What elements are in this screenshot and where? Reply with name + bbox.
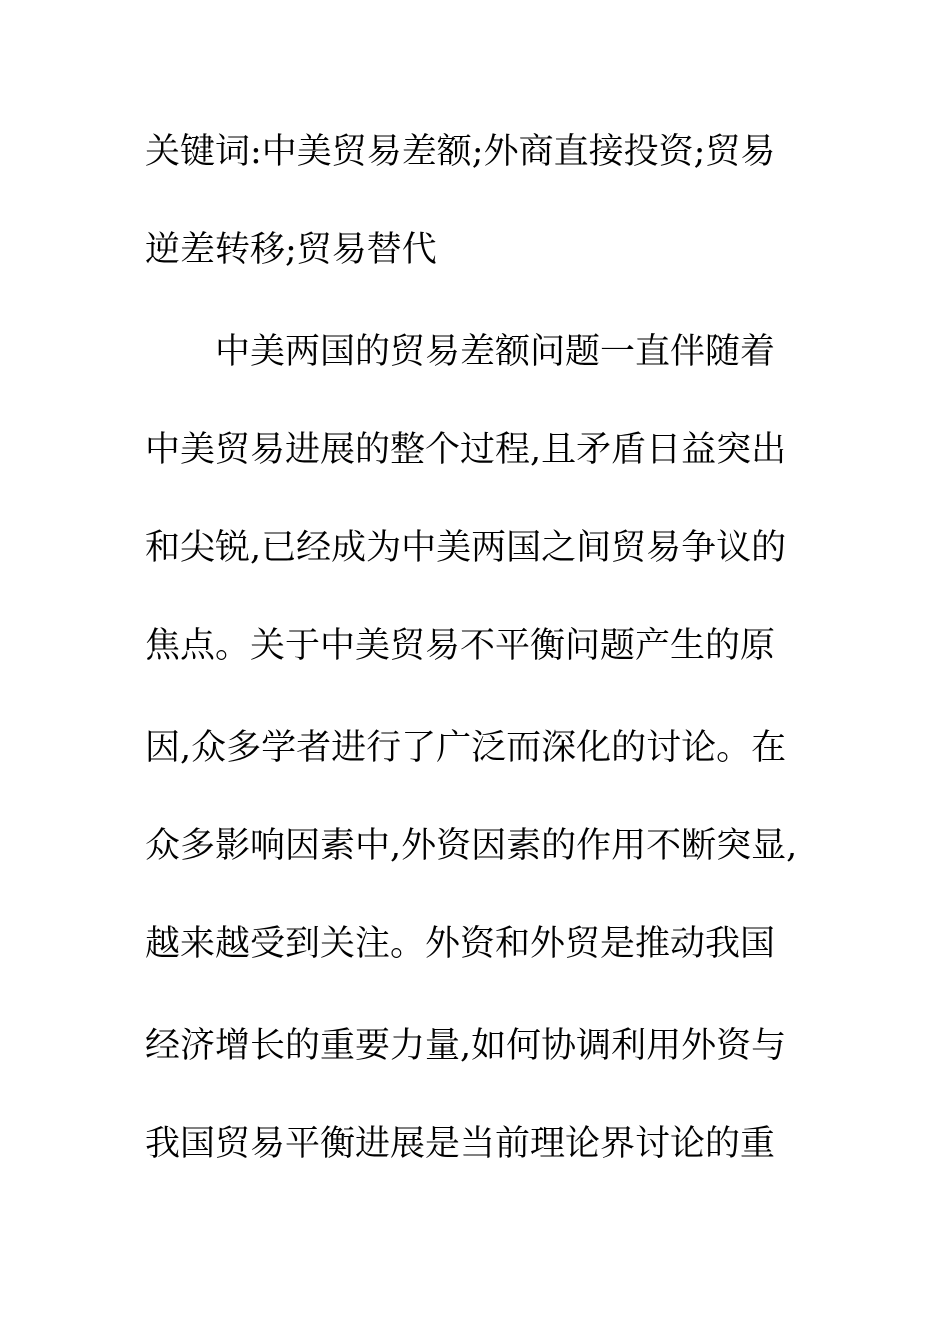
paragraph-line: 越来越受到关注。外资和外贸是推动我国 xyxy=(145,924,776,964)
paragraph-line: 众多影响因素中,外资因素的作用不断突显, xyxy=(145,826,798,866)
keywords-line: 逆差转移;贸易替代 xyxy=(145,230,437,270)
paragraph-line: 经济增长的重要力量,如何协调利用外资与 xyxy=(145,1026,787,1066)
paragraph-line: 和尖锐,已经成为中美两国之间贸易争议的 xyxy=(145,528,787,568)
paragraph-line: 焦点。关于中美贸易不平衡问题产生的原 xyxy=(145,626,776,666)
paragraph-line: 中美两国的贸易差额问题一直伴随着 xyxy=(215,332,776,372)
paragraph-line: 因,众多学者进行了广泛而深化的讨论。在 xyxy=(145,728,787,768)
paragraph-line: 我国贸易平衡进展是当前理论界讨论的重 xyxy=(145,1124,776,1164)
keywords-line: 关键词:中美贸易差额;外商直接投资;贸易 xyxy=(145,132,776,172)
paragraph-line: 中美贸易进展的整个过程,且矛盾日益突出 xyxy=(145,430,787,470)
